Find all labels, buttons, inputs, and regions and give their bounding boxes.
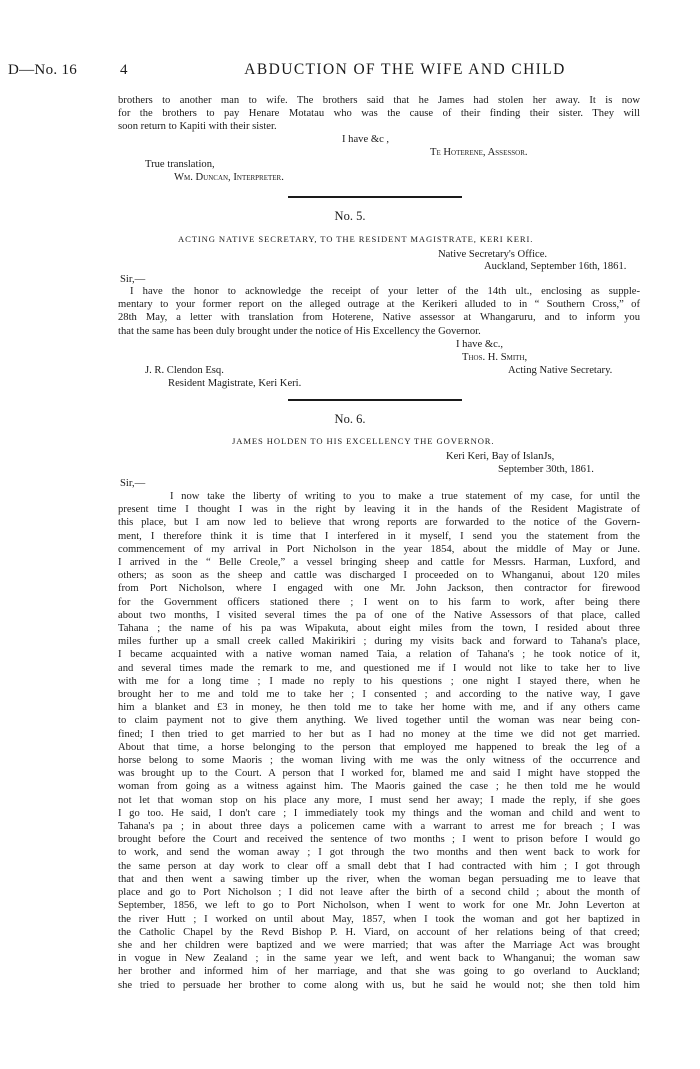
letter6-line: others; as soon as the sheep and cattle was discharged I proceeded on to Whanganui, about 120 miles <box>118 570 640 582</box>
letter5-signature: Thos. H. Smith, <box>462 352 528 363</box>
letter6-line: commencement of my arrival in Port Nicholson in the year 1854, about the middle of May or June. <box>118 543 640 555</box>
letter6-line: to work, and send the woman away ; I got through the two months and then went back to work for <box>118 847 640 859</box>
letter6-line: to claim payment not to give them anything. We lived together until the woman was near being con- <box>118 715 640 727</box>
letter6-line: with me for a long time ; I made no reply to his questions ; one night I stayed there, when he <box>118 675 640 687</box>
letter6-line: About that time, a horse belonging to the person that employed me happened to break the leg of a <box>118 741 640 753</box>
letter6-line: I arrived in the “ Belle Creole,” a vessel bringing sheep and cattle for Messrs. Harman, Luxford, and <box>118 557 640 569</box>
letter4-line: soon return to Kapiti with their sister. <box>118 121 277 133</box>
letter5-addressee: J. R. Clendon Esq. <box>145 365 224 376</box>
letter6-line: horse belong to some Maoris ; the woman living with me was the only witness of the occurrence and <box>118 755 640 767</box>
letter6-line: brought her to me and told me to take her ; I consented ; and according to the native way, I gave <box>118 689 640 701</box>
page-title: ABDUCTION OF THE WIFE AND CHILD <box>244 61 566 78</box>
letter5-line: mentary to your former report on the alleged outrage at the Kerikeri alluded to in “ Southern Cross,” of <box>118 299 640 311</box>
letter6-line: from Port Nicholson, where I engaged with one Mr. John Jackson, then contractor for firewood <box>118 583 640 595</box>
letter6-line: the river Hutt ; I worked on until about May, 1857, when I took the woman and got her baptized in <box>118 913 640 925</box>
translation-label: True translation, <box>145 159 215 170</box>
letter5-line: that the same has been duly brought under the notice of His Excellency the Governor. <box>118 325 481 337</box>
letter5-office: Native Secretary's Office. <box>438 249 548 260</box>
letter4-body <box>118 94 640 134</box>
letter6-heading: JAMES HOLDEN TO HIS EXCELLENCY THE GOVERNOR. <box>232 436 495 446</box>
letter6-line: miles further up a small creek called Makirikiri ; during my visits back and forward to Tahana's place, <box>118 636 640 648</box>
letter6-line: the Catholic Chapel by the Revd Bishop P. H. Viard, on account of her relations being of that creed; <box>118 926 640 938</box>
letter5-signature-title: Acting Native Secretary. <box>508 365 613 376</box>
letter5-closing: I have &c., <box>456 339 504 350</box>
letter6-line: Tahana's pa ; in about three days a policemen came with a warrant to arrest me for breach ; I was <box>118 821 640 833</box>
letter6-line: Tahana ; the name of his pa was Wipakuta, about eight miles from the town, I resided about three <box>118 623 640 635</box>
letter6-line: fined; I then tried to get married to her but as I had no money at the time we did not get married. <box>118 728 640 740</box>
letter5-salutation: Sir,— <box>120 274 146 285</box>
letter6-line: about two months, I visited several times the pa of one of the Native Assessors of that place, called <box>118 609 640 621</box>
letter6-place: Keri Keri, Bay of IslanJs, <box>446 451 555 462</box>
letter6-line: not let that woman stop on his place any more, I must send her away; I made the reply, if she goes <box>118 794 640 806</box>
letter6-line: I became acquainted with a native woman named Taia, a relation of Tahana's ; he took notice of it, <box>118 649 640 661</box>
letter6-line: that and then went a sawing timber up the river, when the woman began persuading me to leave that <box>118 873 640 885</box>
letter6-number: No. 6. <box>334 412 366 426</box>
letter6-line: September, 1856, we left to go to Port Nicholson, when I went to work for one Mr. John Leverton at <box>118 900 640 912</box>
page-number: 4 <box>120 62 128 78</box>
letter6-line: I now take the liberty of writing to you to make a true statement of my case, for until the <box>170 491 640 502</box>
letter5-line: 28th May, a letter with translation from Hoterene, Native assessor at Whangaruru, and to inform you <box>118 312 640 324</box>
letter6-line: place and go to Port Nicholson ; I did not leave after the birth of a second child ; about the month of <box>118 887 640 899</box>
letter6-line: I go too. He said, I don't care ; I immediately took my things and the woman and child and went to <box>118 807 640 819</box>
letter5-number: No. 5. <box>334 209 366 223</box>
letter6-line: she tried to persuade her brother to come along with us, but he said he would not; she then told him <box>118 979 640 991</box>
letter6-body <box>118 490 640 992</box>
letter6-line: her brother and informed him of her marriage, and that she was going to go overland to Auckland; <box>118 966 640 978</box>
letter6-line: and several times made the remark to me, and questioned me if I would not like to take her to live <box>118 662 640 674</box>
letter6-line: ment, I therefore think it is time that I interfered in it myself, I send you the statement from the <box>118 530 640 542</box>
letter5-body <box>118 285 640 338</box>
letter5-addressee-title: Resident Magistrate, Keri Keri. <box>168 378 302 389</box>
letter6-line: the same person at day work to clear off a small debt that I had contracted with him ; I got through <box>118 860 640 872</box>
letter6-line: brought before the Court and received the sentence of two months ; I went to prison before I would go <box>118 834 640 846</box>
letter4-line: brothers to another man to wife. The brothers said that he James had stolen her away. It is now <box>118 95 640 106</box>
letter6-line: him a blanket and £3 in money, he then told me to take her home with me, and if any others came <box>118 702 640 714</box>
letter6-line: she and her children were baptized and we were married; that was after the Marriage Act was brought <box>118 939 640 951</box>
letter6-salutation: Sir,— <box>120 478 146 489</box>
letter5-line: I have the honor to acknowledge the receipt of your letter of the 14th ult., enclosing as supple- <box>130 286 640 297</box>
document-reference: D—No. 16 <box>8 62 78 78</box>
letter6-line: woman from going as a witness against him. The Maoris gained the case ; he then told me he would <box>118 781 640 793</box>
letter4-closing: I have &c , <box>342 134 390 145</box>
section-divider <box>288 196 462 198</box>
letter6-line: present time I thought I was in the right by leaving it in the hands of the Resident Magistrate of <box>118 504 640 516</box>
translator-name: Wm. Duncan, Interpreter. <box>174 172 284 183</box>
letter6-line: was brought up to the Court. A person that I worked for, blamed me and said I might have stopped the <box>118 768 640 780</box>
section-divider <box>288 399 462 401</box>
letter6-date: September 30th, 1861. <box>498 464 594 475</box>
letter4-line: for the brothers to pay Henare Motatau who was the cause of their finding their sister. They will <box>118 108 640 120</box>
letter6-line: for the Government officers stationed there ; I went on to his farm to work, after being there <box>118 596 640 608</box>
letter4-signature: Te Hoterene, Assessor. <box>430 147 528 158</box>
letter6-line: in vogue in New Zealand ; in the same year we left, and went back to Whanganui; the woman saw <box>118 953 640 965</box>
letter5-place-date: Auckland, September 16th, 1861. <box>484 261 627 272</box>
letter5-heading: ACTING NATIVE SECRETARY, TO THE RESIDENT MAGISTRATE, KERI KERI. <box>178 234 534 244</box>
letter6-line: this place, but I am now led to believe that wrong reports are forwarded to the notice of the Govern- <box>118 517 640 529</box>
